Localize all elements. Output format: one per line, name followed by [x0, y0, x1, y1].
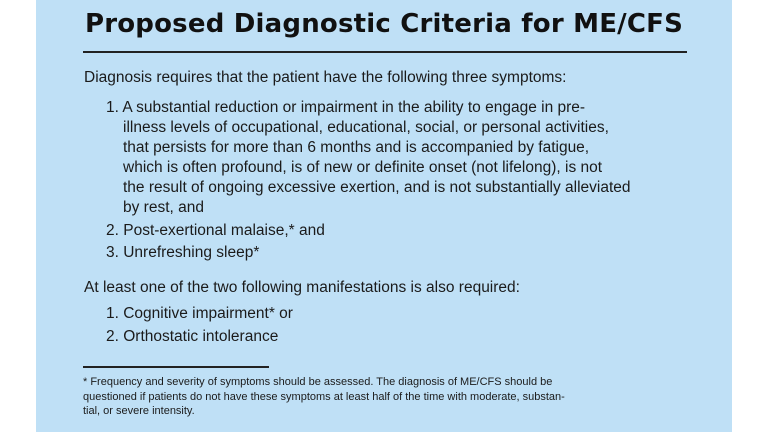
footnote-line: tial, or severe intensity. — [83, 405, 195, 417]
list-item-line: that persists for more than 6 months and is accompanied by fatigue, — [123, 139, 590, 156]
list-item-line: 1. A substantial reduction or impairment in the ability to engage in pre- — [106, 99, 586, 116]
list-item: 1. Cognitive impairment* or — [106, 305, 293, 322]
section2-intro: At least one of the two following manifestations is also required: — [84, 279, 520, 296]
footnote — [83, 375, 689, 419]
list-item — [106, 98, 706, 218]
required-symptoms-list — [106, 98, 706, 266]
additional-manifestations-list — [106, 304, 706, 349]
list-item-line: illness levels of occupational, educational, social, or personal activities, — [123, 119, 609, 136]
section1-intro: Diagnosis requires that the patient have the following three symptoms: — [84, 69, 567, 86]
list-item: 3. Unrefreshing sleep* — [106, 244, 260, 261]
list-item: 2. Orthostatic intolerance — [106, 327, 279, 345]
list-item-line: by rest, and — [123, 199, 204, 216]
footnote-line: * Frequency and severity of symptoms should be assessed. The diagnosis of ME/CFS should be — [83, 376, 553, 388]
list-item-line: the result of ongoing excessive exertion, and is not substantially alleviated — [123, 179, 631, 196]
footnote-line: questioned if patients do not have these symptoms at least half of the time with moderate, substan- — [83, 390, 565, 403]
title-divider — [83, 51, 687, 53]
footnote-divider — [83, 366, 269, 368]
list-item: 2. Post-exertional malaise,* and — [106, 221, 325, 239]
page-title: Proposed Diagnostic Criteria for ME/CFS — [84, 9, 684, 39]
criteria-panel — [36, 0, 732, 432]
list-item-line: which is often profound, is of new or definite onset (not lifelong), is not — [123, 159, 603, 176]
